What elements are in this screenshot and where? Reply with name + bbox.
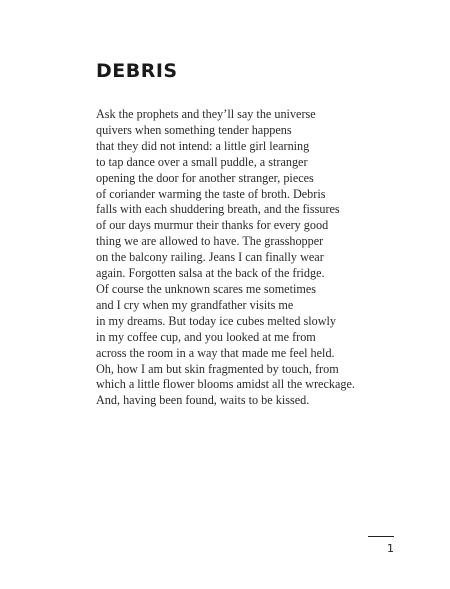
poem-line: to tap dance over a small puddle, a stranger bbox=[96, 154, 308, 169]
poem-line: falls with each shuddering breath, and the fissures bbox=[96, 202, 340, 217]
poem-line: which a little flower blooms amidst all the wreckage. bbox=[96, 377, 355, 392]
poem-line: of coriander warming the taste of broth. Debris bbox=[96, 186, 326, 201]
poem-line: thing we are allowed to have. The grasshopper bbox=[96, 234, 324, 249]
poem-line: that they did not intend: a little girl learning bbox=[96, 138, 310, 153]
poem-line: in my dreams. But today ice cubes melted slowly bbox=[96, 313, 336, 328]
poem-title: DEBRIS bbox=[96, 60, 178, 82]
poem-line: Of course the unknown scares me sometimes bbox=[96, 281, 316, 296]
poem-line: in my coffee cup, and you looked at me from bbox=[96, 329, 316, 344]
poem-line: Oh, how I am but skin fragmented by touch, from bbox=[96, 361, 339, 376]
poem-line: quivers when something tender happens bbox=[96, 122, 292, 137]
page-number: 1 bbox=[387, 542, 394, 555]
poem-line: opening the door for another stranger, pieces bbox=[96, 170, 314, 185]
poem-line: Ask the prophets and they’ll say the universe bbox=[96, 107, 316, 121]
poem-line: again. Forgotten salsa at the back of the fridge. bbox=[96, 266, 325, 281]
poem-line: and I cry when my grandfather visits me bbox=[96, 297, 294, 312]
poem-line: across the room in a way that made me feel held. bbox=[96, 345, 335, 360]
footer-divider bbox=[368, 536, 394, 537]
poem-line: of our days murmur their thanks for every good bbox=[96, 218, 329, 233]
poem-body bbox=[96, 107, 396, 409]
poem-line: And, having been found, waits to be kissed. bbox=[96, 393, 310, 408]
poem-line: on the balcony railing. Jeans I can finally wear bbox=[96, 250, 324, 265]
